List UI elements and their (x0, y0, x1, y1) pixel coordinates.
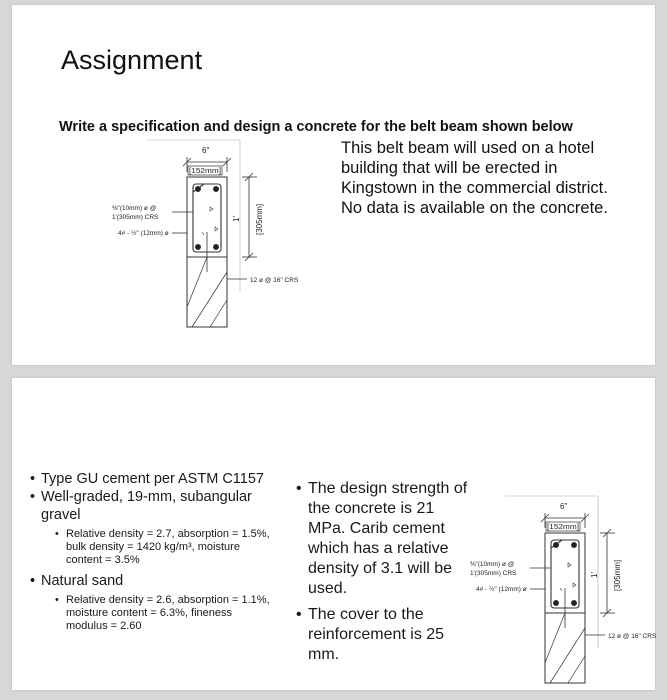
stirrup-label-2: 1'(305mm) CRS (112, 214, 159, 221)
width-in-label: 6" (202, 146, 210, 155)
bullet-text: Natural sand (41, 573, 124, 589)
dowel-label: 12 ø @ 16" CRS (608, 633, 657, 640)
bullet-text: Well-graded, 19-mm, subangular gravel (41, 489, 252, 523)
rebar-label: 4# - ½" (12mm) ø (118, 230, 169, 237)
bullet-text: The design strength of the concrete is 21 MPa. Carib cement which has a relative density of 3.1 will be used. (308, 480, 468, 597)
sub-bullet-text: Relative density = 2.7, absorption = 1.5%, bulk density = 1420 kg/m³, moisture content = 3.5% (66, 528, 270, 566)
design-bullet (296, 605, 468, 665)
rebar-label: 4# - ½" (12mm) ø (476, 586, 527, 593)
stirrup-label-2: 1'(305mm) CRS (470, 570, 517, 577)
slide-subtitle: Write a specification and design a concrete for the belt beam shown below (59, 119, 573, 135)
sub-bullet-text: Relative density = 2.6, absorption = 1.1%, moisture content = 6.3%, fineness modulus = 2.60 (66, 594, 270, 632)
depth-mm-label: [305mm] (613, 559, 622, 591)
slide-title: Assignment (61, 45, 203, 75)
description-paragraph: This belt beam will used on a hotel building that will be erected in Kingstown in the commercial district. No data is available on the concrete. (341, 139, 608, 217)
slide-1 (12, 5, 655, 365)
rebar (213, 186, 218, 191)
bullet-text: The cover to the reinforcement is 25 mm. (308, 606, 445, 663)
slide-2 (12, 378, 655, 690)
material-bullet (30, 572, 275, 590)
beam-section-diagram (450, 488, 657, 688)
dowel-label: 12 ø @ 16" CRS (250, 277, 299, 284)
rebar (553, 600, 558, 605)
material-sub-bullet (55, 594, 275, 633)
diagram-slot-1 (92, 132, 299, 337)
depth-mm-label: [305mm] (255, 203, 264, 235)
diagram-slot-2 (450, 488, 657, 693)
material-list (30, 470, 275, 638)
depth-in-label: 1' (232, 216, 241, 222)
design-list (296, 479, 468, 671)
width-mm-label: [152mm] (547, 522, 579, 531)
rebar (571, 542, 576, 547)
rebar (195, 244, 200, 249)
rebar (571, 600, 576, 605)
width-mm-label: [152mm] (189, 166, 221, 175)
stirrup-label-1: ⅜"(10mm) ø @ (112, 205, 157, 212)
stirrup-label-1: ⅜"(10mm) ø @ (470, 561, 515, 568)
rebar (553, 542, 558, 547)
rebar (195, 186, 200, 191)
rebar (213, 244, 218, 249)
material-bullet (30, 488, 275, 524)
design-bullet (296, 479, 468, 599)
beam-section-diagram (92, 132, 299, 332)
depth-in-label: 1' (590, 572, 599, 578)
material-bullet (30, 470, 275, 488)
bullet-text: Type GU cement per ASTM C1157 (41, 471, 264, 487)
material-sub-bullet (55, 528, 275, 567)
width-in-label: 6" (560, 502, 568, 511)
